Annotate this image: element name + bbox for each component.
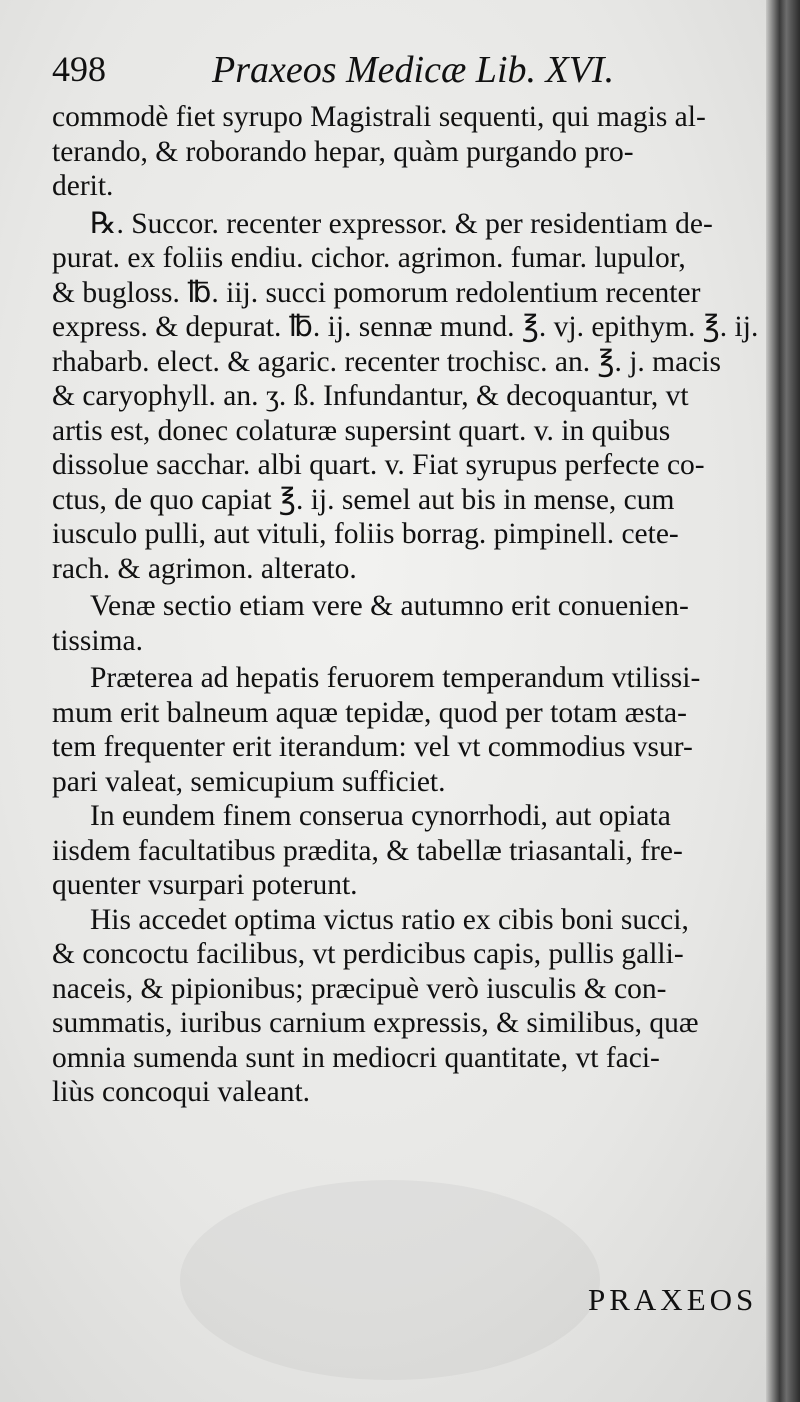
text-line: quenter vsurpari poterunt. [52,869,358,901]
page-stain [180,1180,600,1380]
running-head: Praxeos Medicæ Lib. XVI. [212,49,615,91]
text-line: & bugloss. ℔. iij. succi pomorum redolentium recenter [52,276,701,309]
text-line: rhabarb. elect. & agaric. recenter trochisc. an. ℥. j. macis [52,345,721,378]
page-header [52,48,752,92]
text-line: pari valeat, semicupium sufficiet. [52,765,446,798]
text-line: tissima. [52,624,143,657]
text-line: liùs concoqui valeant. [52,1076,311,1108]
text-line: & caryophyll. an. ʒ. ß. Infundantur, & decoquantur, vt [52,380,689,412]
text-line: omnia sumenda sunt in mediocri quantitate, vt faci- [52,1041,660,1074]
text-line: iisdem facultatibus prædita, & tabellæ triasantali, fre- [52,834,683,867]
text-line: Venæ sectio etiam vere & autumno erit conuenien- [90,590,689,622]
text-line: rach. & agrimon. alterato. [52,552,357,585]
text-line: ℞. Succor. recenter expressor. & per residentiam de- [90,207,713,240]
text-line: terando, & roborando hepar, quàm purgando pro- [52,135,634,168]
text-line: artis est, donec colaturæ supersint quart. v. in quibus [52,414,671,447]
text-line: His accedet optima victus ratio ex cibis boni succi, [90,903,689,936]
text-line: naceis, & pipionibus; præcipuè verò iusculis & con- [52,972,667,1005]
body-text [52,100,764,1110]
book-edge [766,0,800,1402]
text-line: dissolue sacchar. albi quart. v. Fiat syrupus perfecte co- [52,449,705,481]
text-line: tem frequenter erit iterandum: vel vt commodius vsur- [52,731,693,763]
text-line: purat. ex foliis endiu. cichor. agrimon. fumar. lupulor, [52,242,686,274]
text-line: Præterea ad hepatis feruorem temperandum vtilissi- [90,662,701,694]
text-line: ctus, de quo capiat ℥. ij. semel aut bis in mense, cum [52,483,675,516]
text-line: commodè fiet syrupo Magistrali sequenti, qui magis al- [52,101,706,133]
text-line: iusculo pulli, aut vituli, foliis borrag. pimpinell. cete- [52,518,679,550]
text-line: & concoctu facilibus, vt perdicibus capis, pullis galli- [52,938,684,970]
text-line: In eundem finem conserua cynorrhodi, aut opiata [90,800,671,832]
page-number: 498 [52,49,106,89]
text-line: summatis, iuribus carnium expressis, & similibus, quæ [52,1007,699,1039]
catchword: PRAXEOS [588,1282,758,1317]
text-line: mum erit balneum aquæ tepidæ, quod per totam æsta- [52,696,687,729]
text-line: derit. [52,170,114,202]
text-line: express. & depurat. ℔. ij. sennæ mund. ℥. vj. epithym. ℥. ij. [52,311,759,343]
